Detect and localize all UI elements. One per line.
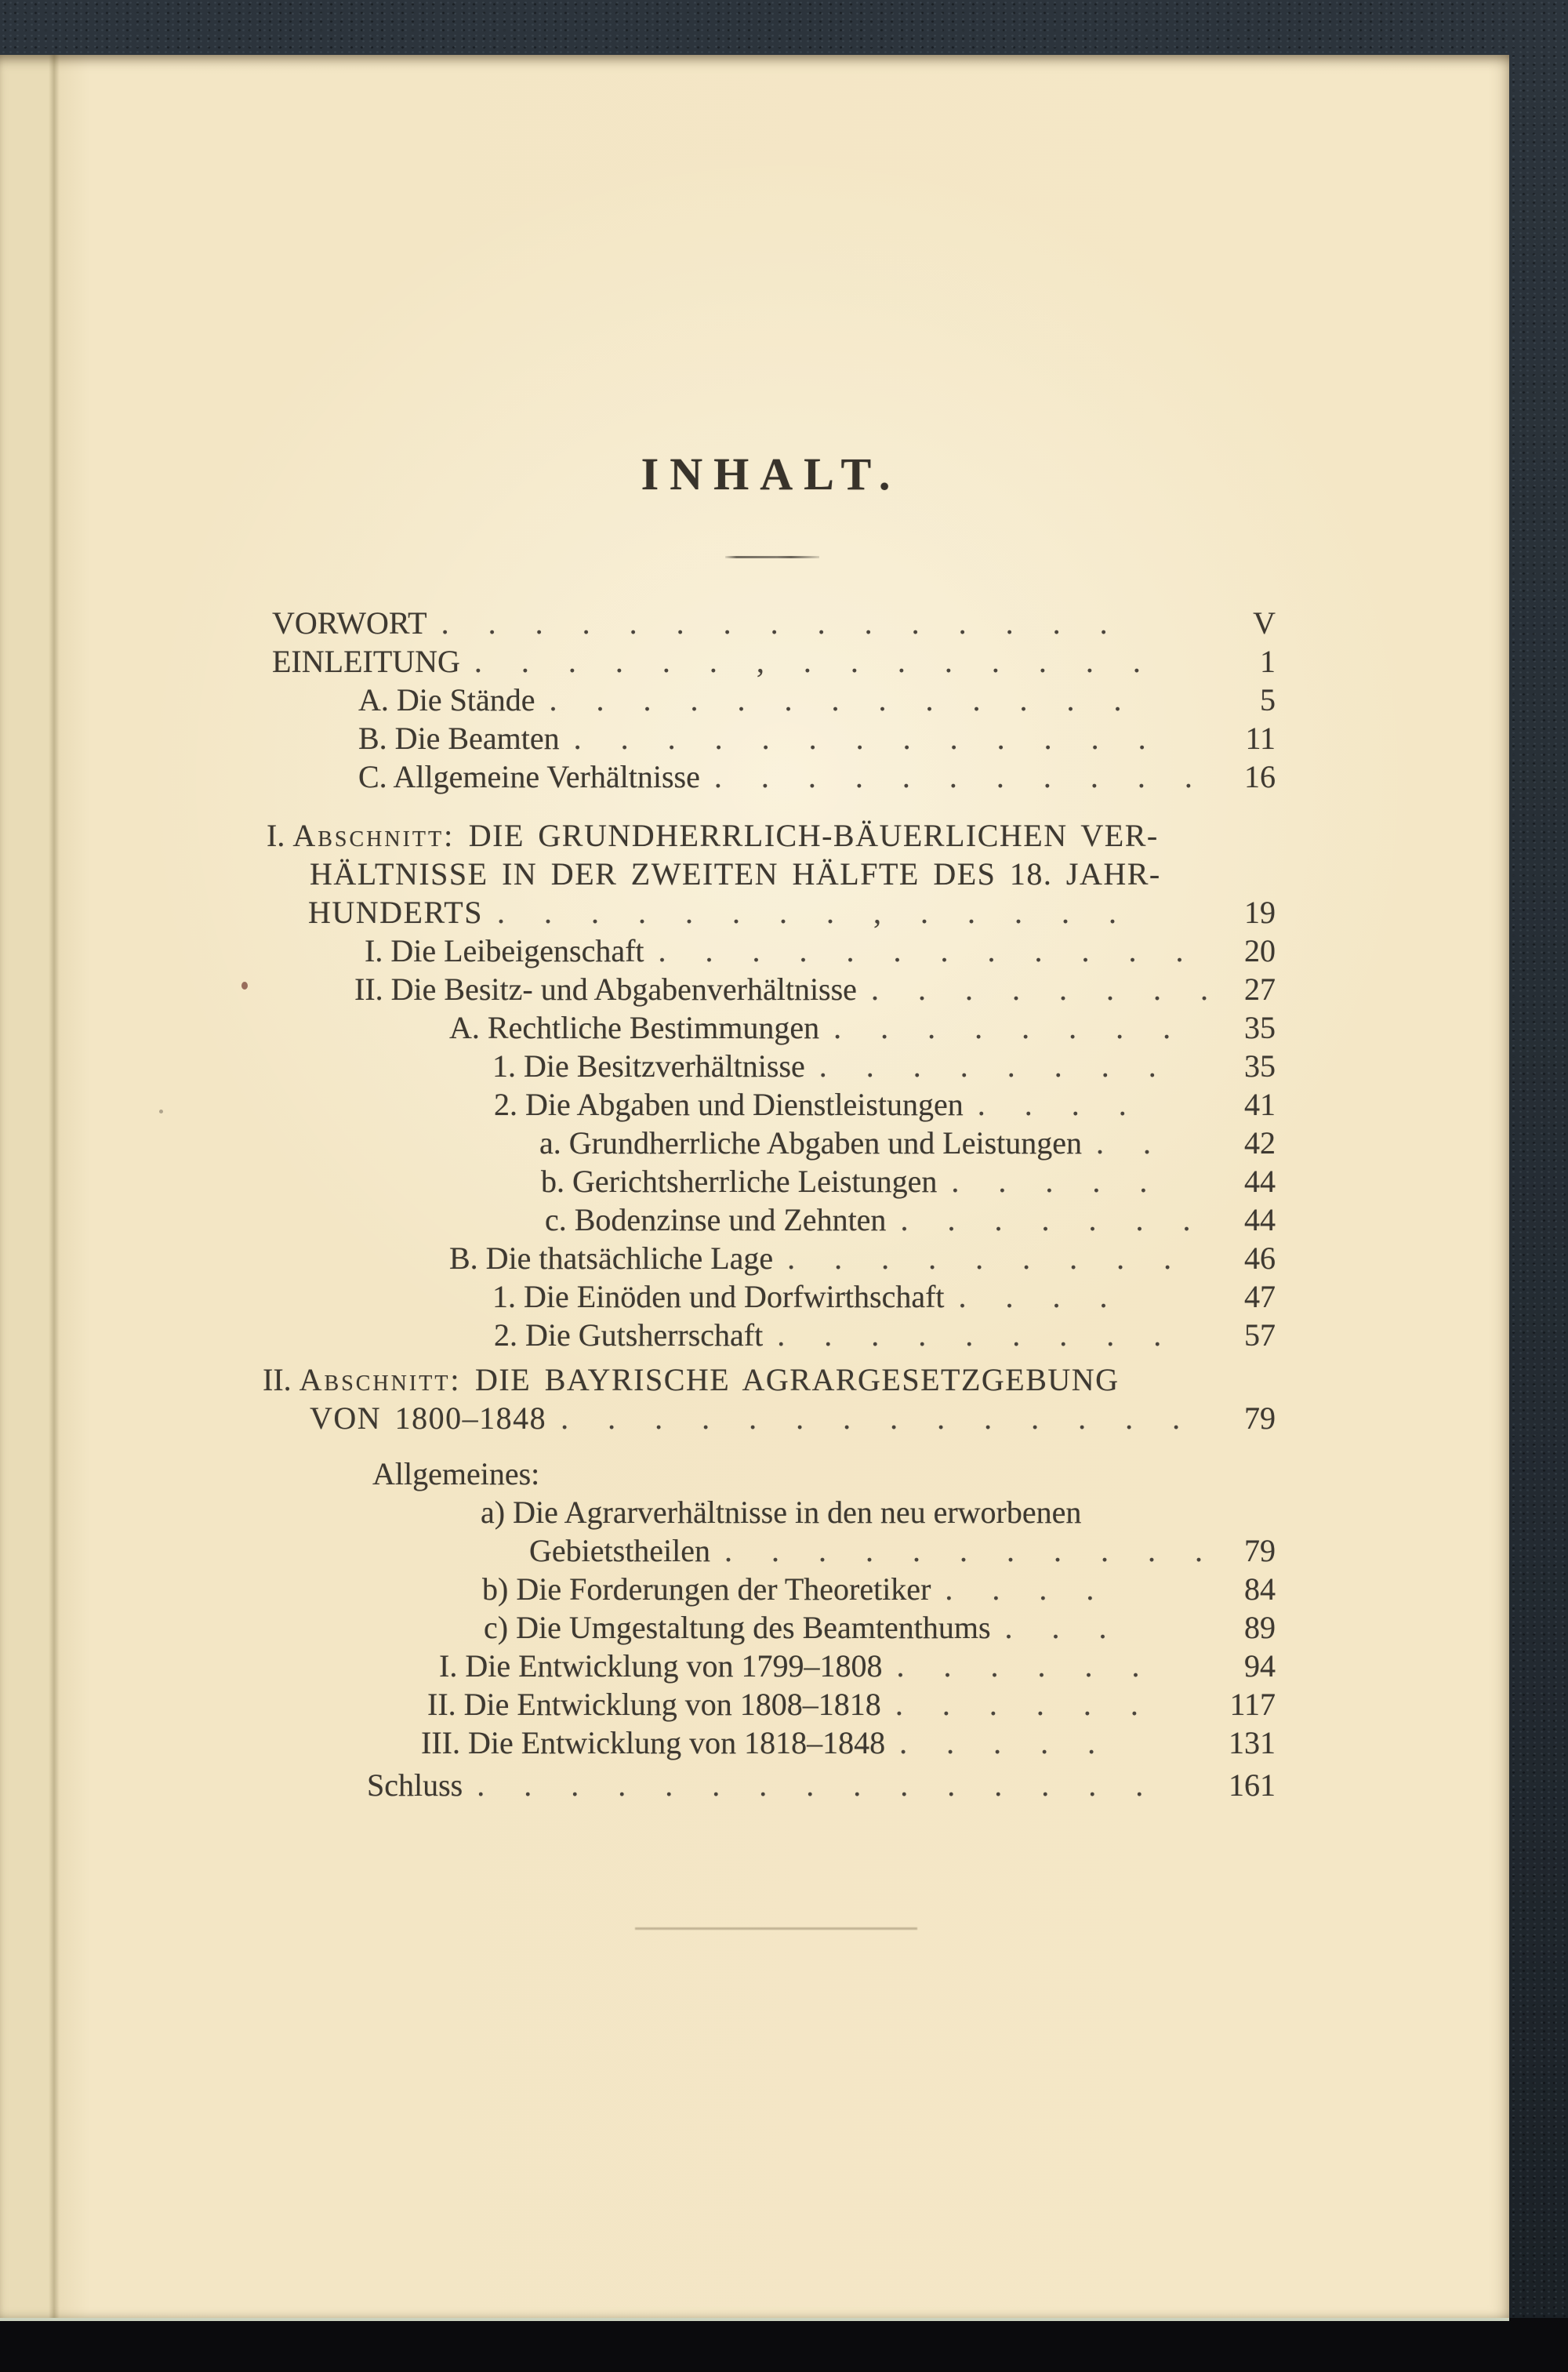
- toc-entry-text: [492, 1277, 945, 1316]
- toc-row: [492, 1277, 1276, 1316]
- dot-leader-dots: . . . . . . . .: [833, 1010, 1171, 1045]
- toc-row: [482, 1570, 1276, 1608]
- dot-leader: [427, 604, 1233, 642]
- toc-entry-label: C. Allgemeine Verhältnisse: [358, 759, 700, 794]
- toc-entry-label: II. Die Entwicklung von 1808–1818: [427, 1687, 881, 1722]
- page-title: INHALT.: [641, 449, 902, 499]
- dot-leader: [805, 1047, 1224, 1085]
- toc-row: [449, 1008, 1276, 1047]
- bleed-through-rule: [635, 1927, 917, 1930]
- toc-entry-label: Allgemeines:: [372, 1456, 540, 1491]
- toc-row: [308, 893, 1276, 932]
- dot-leader: [886, 1201, 1224, 1239]
- page-number: 42: [1244, 1125, 1276, 1161]
- toc-entry-prefix: I.: [267, 818, 293, 853]
- toc-row: [484, 1608, 1276, 1647]
- dot-leader: [763, 1316, 1224, 1354]
- toc-entry-label: VORWORT: [272, 605, 427, 641]
- dot-leader-dots: . . . . . . .: [900, 1202, 1191, 1237]
- dot-leader-dots: . . . . . . , . . . . . . . .: [474, 644, 1141, 679]
- toc-row: [427, 1685, 1276, 1724]
- toc-row: [365, 932, 1276, 970]
- toc-row: [449, 1239, 1276, 1277]
- toc-entry-label: a) Die Agrarverhältnisse in den neu erworbenen: [481, 1495, 1082, 1530]
- dot-leader-dots: . . . . . . . . . . . . . . .: [477, 1767, 1144, 1803]
- dot-leader: [931, 1570, 1224, 1608]
- toc-row: [263, 1360, 1276, 1399]
- toc-entry-label: 2. Die Gutsherrschaft: [494, 1317, 764, 1353]
- dot-leader-dots: . . . . . .: [896, 1648, 1140, 1684]
- toc-entry-text: [267, 816, 1159, 855]
- toc-row: [358, 719, 1276, 757]
- toc-entry-label: II. Die Besitz- und Abgabenverhältnisse: [354, 972, 857, 1007]
- dot-leader-dots: . . . . . . . . .: [777, 1317, 1162, 1353]
- toc-entry-caps: DIE GRUNDHERRLICH-BÄUERLICHEN VER-: [455, 818, 1159, 853]
- dot-leader: [881, 1685, 1210, 1724]
- toc-entry-text: [272, 604, 427, 642]
- toc-entry-caps: HUNDERTS: [308, 895, 483, 930]
- dot-leader-dots: . . . . . . . . . . . . .: [573, 721, 1146, 756]
- page-number: 1: [1260, 644, 1276, 679]
- toc-entry-label: I. Die Leibeigenschaft: [365, 933, 644, 968]
- toc-row: [358, 757, 1276, 796]
- dot-leader: [560, 719, 1225, 757]
- toc-entry-text: [367, 1766, 463, 1804]
- page-number: 35: [1244, 1010, 1276, 1045]
- toc-row: [494, 1085, 1276, 1124]
- dot-leader-dots: . . . . . . . .: [818, 1048, 1156, 1084]
- toc-entry-text: [310, 1399, 546, 1437]
- dot-leader-dots: . . . . . . . .: [870, 972, 1208, 1007]
- toc-entry-text: [372, 1455, 539, 1493]
- bottom-shadow-strip: [0, 2318, 1568, 2372]
- toc-entry-text: [484, 1608, 991, 1647]
- dot-leader-dots: . . . .: [977, 1087, 1127, 1122]
- toc-entry-text: [449, 1008, 819, 1047]
- toc-row: [421, 1724, 1276, 1762]
- dot-leader-dots: . .: [1096, 1125, 1152, 1161]
- dot-leader-dots: . . . . .: [899, 1725, 1096, 1760]
- toc-entry-label: Gebietstheilen: [529, 1533, 711, 1568]
- toc-entry-label: 1. Die Einöden und Dorfwirthschaft: [492, 1279, 945, 1314]
- dot-leader: [483, 893, 1224, 932]
- dot-leader-dots: . . . . . . . . . . . . . . .: [441, 605, 1108, 641]
- toc-entry-text: [365, 932, 644, 970]
- toc-entry-text: [421, 1724, 885, 1762]
- toc-entry-label: c. Bodenzinse und Zehnten: [545, 1202, 887, 1237]
- dot-leader: [991, 1608, 1224, 1647]
- title-divider-rule: [725, 556, 819, 558]
- page-number: 79: [1244, 1533, 1276, 1568]
- toc-entry-text: [492, 1047, 805, 1085]
- toc-row: [354, 970, 1276, 1008]
- toc-entry-text: [358, 719, 560, 757]
- toc-row: [367, 1766, 1276, 1804]
- dot-leader: [644, 932, 1224, 970]
- page-number: 117: [1229, 1687, 1276, 1722]
- dot-leader: [546, 1399, 1224, 1437]
- page-number: 89: [1244, 1610, 1276, 1645]
- page-number: 44: [1244, 1202, 1276, 1237]
- dot-leader-dots: . . . .: [958, 1279, 1108, 1314]
- toc-entry-text: [439, 1647, 883, 1685]
- page-number: 35: [1244, 1048, 1276, 1084]
- page-number: 79: [1244, 1400, 1276, 1436]
- toc-entry-label: 1. Die Besitzverhältnisse: [492, 1048, 805, 1084]
- toc-entry-text: [427, 1685, 881, 1724]
- toc-entry-caps: VON 1800–1848: [310, 1400, 547, 1436]
- toc-entry-label: EINLEITUNG: [272, 644, 460, 679]
- dot-leader-dots: . . . . . .: [895, 1687, 1138, 1722]
- page-number: 41: [1244, 1087, 1276, 1122]
- toc-entry-text: [529, 1531, 710, 1570]
- book-page: [0, 55, 1509, 2321]
- toc-entry-prefix: II.: [263, 1362, 299, 1397]
- toc-row: [272, 642, 1276, 681]
- page-number: 94: [1244, 1648, 1276, 1684]
- toc-row: [310, 1399, 1276, 1437]
- toc-entry-label: A. Rechtliche Bestimmungen: [449, 1010, 820, 1045]
- page-number: 20: [1244, 933, 1276, 968]
- toc-entry-label: 2. Die Abgaben und Dienstleistungen: [494, 1087, 964, 1122]
- toc-entry-label: b) Die Forderungen der Theoretiker: [482, 1571, 931, 1607]
- toc-entry-smallcaps: Abschnitt:: [299, 1362, 462, 1397]
- dot-leader-dots: . . . . . . . . . . .: [724, 1533, 1203, 1568]
- toc-row: [539, 1124, 1276, 1162]
- toc-row: [310, 855, 1276, 893]
- dot-leader: [535, 681, 1240, 719]
- toc-entry-text: [541, 1162, 937, 1201]
- toc-entry-text: [358, 681, 535, 719]
- table-of-contents: [263, 604, 1276, 1804]
- page-number: 84: [1244, 1571, 1276, 1607]
- page-number: V: [1253, 605, 1276, 641]
- toc-row: [439, 1647, 1276, 1685]
- toc-entry-text: [310, 855, 1161, 893]
- toc-row: [372, 1455, 1276, 1493]
- page-number: 57: [1244, 1317, 1276, 1353]
- toc-entry-label: III. Die Entwicklung von 1818–1848: [421, 1725, 886, 1760]
- dot-leader: [885, 1724, 1208, 1762]
- dot-leader: [1082, 1124, 1224, 1162]
- dot-leader: [937, 1162, 1224, 1201]
- dot-leader: [945, 1277, 1224, 1316]
- toc-row: [358, 681, 1276, 719]
- toc-entry-label: b. Gerichtsherrliche Leistungen: [541, 1164, 938, 1199]
- toc-entry-text: [272, 642, 460, 681]
- toc-entry-text: [308, 893, 483, 932]
- dot-leader-dots: . . . . .: [951, 1164, 1148, 1199]
- toc-entry-label: c) Die Umgestaltung des Beamtenthums: [484, 1610, 991, 1645]
- toc-entry-text: [545, 1201, 886, 1239]
- dot-leader-dots: . . . . . . . . . . .: [713, 759, 1192, 794]
- toc-entry-text: [539, 1124, 1082, 1162]
- toc-entry-label: A. Die Stände: [358, 682, 535, 717]
- dot-leader: [460, 642, 1240, 681]
- dot-leader: [819, 1008, 1224, 1047]
- page-number: 161: [1229, 1767, 1276, 1803]
- toc-entry-smallcaps: Abschnitt:: [292, 818, 456, 853]
- dot-leader-dots: . . .: [1004, 1610, 1107, 1645]
- page-number: 46: [1244, 1240, 1276, 1276]
- dot-leader-dots: . . . .: [945, 1571, 1094, 1607]
- page-number: 27: [1244, 972, 1276, 1007]
- toc-entry-text: [263, 1360, 1120, 1399]
- toc-entry-caps: DIE BAYRISCHE AGRARGESETZGEBUNG: [461, 1362, 1120, 1397]
- page-number: 5: [1260, 682, 1276, 717]
- toc-entry-text: [449, 1239, 773, 1277]
- toc-row: [545, 1201, 1276, 1239]
- page-number: 47: [1244, 1279, 1276, 1314]
- toc-entry-label: B. Die Beamten: [358, 721, 560, 756]
- toc-row: [492, 1047, 1276, 1085]
- dot-leader-dots: . . . . . . . . , . . . . .: [496, 895, 1116, 930]
- toc-entry-label: B. Die thatsächliche Lage: [449, 1240, 774, 1276]
- toc-entry-caps: HÄLTNISSE IN DER ZWEITEN HÄLFTE DES 18. JAHR-: [310, 856, 1161, 892]
- dot-leader: [883, 1647, 1225, 1685]
- dot-leader: [964, 1085, 1224, 1124]
- toc-entry-text: [358, 757, 700, 796]
- toc-entry-label: Schluss: [367, 1767, 463, 1803]
- toc-entry-text: [494, 1085, 964, 1124]
- dot-leader-dots: . . . . . . . . .: [787, 1240, 1172, 1276]
- page-number: 131: [1229, 1725, 1276, 1760]
- ink-speck: [159, 1110, 163, 1113]
- toc-entry-text: [481, 1493, 1081, 1531]
- dot-leader: [463, 1766, 1208, 1804]
- dot-leader: [700, 757, 1224, 796]
- toc-entry-text: [494, 1316, 763, 1354]
- dot-leader-dots: . . . . . . . . . . . . . .: [561, 1400, 1181, 1436]
- page-number: 11: [1245, 721, 1276, 756]
- toc-row: [481, 1493, 1276, 1531]
- toc-row: [272, 604, 1276, 642]
- toc-entry-label: I. Die Entwicklung von 1799–1808: [439, 1648, 883, 1684]
- dot-leader-dots: . . . . . . . . . . . .: [658, 933, 1184, 968]
- dot-leader: [773, 1239, 1224, 1277]
- toc-entry-text: [482, 1570, 931, 1608]
- toc-row: [529, 1531, 1276, 1570]
- toc-row: [494, 1316, 1276, 1354]
- toc-entry-label: a. Grundherrliche Abgaben und Leistungen: [539, 1125, 1083, 1161]
- dot-leader: [857, 970, 1224, 1008]
- page-number: 16: [1244, 759, 1276, 794]
- toc-entry-text: [354, 970, 857, 1008]
- page-number: 44: [1244, 1164, 1276, 1199]
- dot-leader-dots: . . . . . . . . . . . . .: [549, 682, 1122, 717]
- toc-row: [267, 816, 1276, 855]
- dot-leader: [710, 1531, 1224, 1570]
- toc-row: [541, 1162, 1276, 1201]
- ink-speck: [241, 982, 248, 990]
- page-number: 19: [1244, 895, 1276, 930]
